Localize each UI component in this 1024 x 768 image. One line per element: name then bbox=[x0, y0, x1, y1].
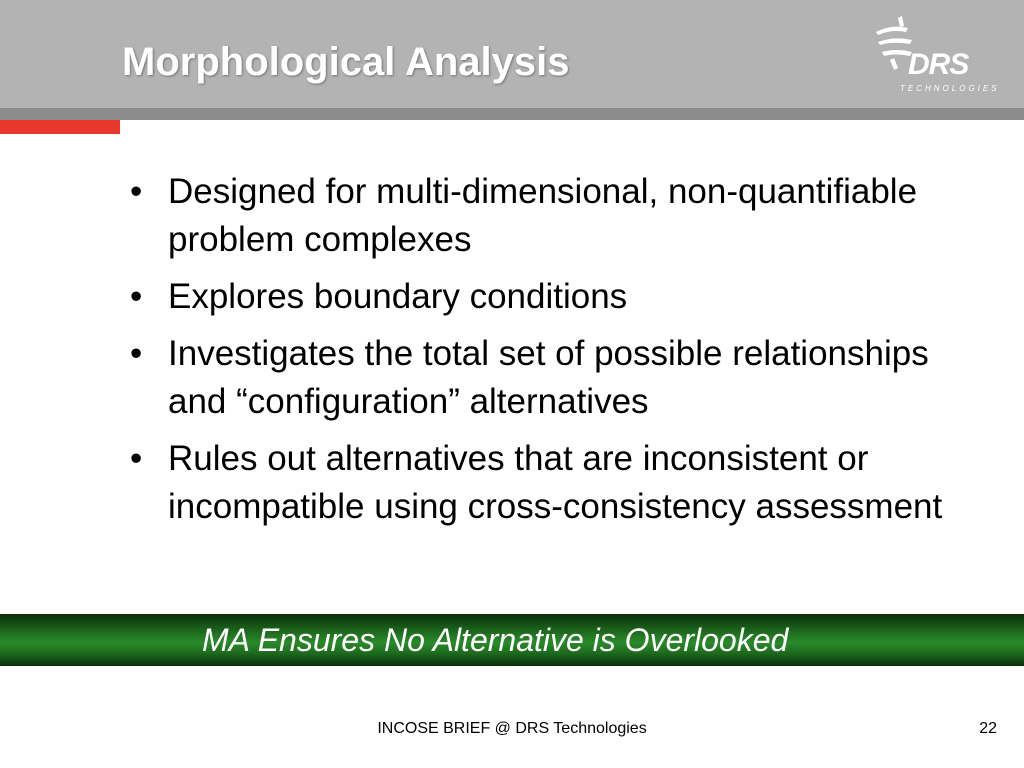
banner-text: MA Ensures No Alternative is Overlooked bbox=[202, 622, 789, 658]
slide-header bbox=[0, 0, 1024, 108]
bullet-icon: • bbox=[130, 172, 143, 211]
slide-title: Morphological Analysis bbox=[122, 40, 570, 84]
header-rule bbox=[0, 108, 1024, 120]
bullet-item: • Designed for multi-dimensional, non-quantifiable problem complexes bbox=[130, 168, 980, 264]
bullet-list bbox=[130, 168, 980, 540]
logo-wordmark: DRS bbox=[908, 48, 969, 81]
bullet-icon: • bbox=[130, 334, 143, 373]
summary-banner bbox=[0, 614, 1024, 666]
bullet-icon: • bbox=[130, 277, 143, 316]
footer-text: INCOSE BRIEF @ DRS Technologies bbox=[377, 720, 647, 737]
drs-logo bbox=[868, 14, 1008, 98]
accent-bar bbox=[0, 120, 120, 134]
bullet-item: • Investigates the total set of possible relationships and “configuration” alternatives bbox=[130, 330, 980, 426]
logo-subtitle: TECHNOLOGIES bbox=[900, 84, 1000, 93]
page-number: 22 bbox=[979, 720, 997, 737]
bullet-icon: • bbox=[130, 439, 143, 478]
bullet-item: • Explores boundary conditions bbox=[130, 273, 980, 321]
bullet-item: • Rules out alternatives that are inconsistent or incompatible using cross-consistency assessment bbox=[130, 435, 980, 531]
